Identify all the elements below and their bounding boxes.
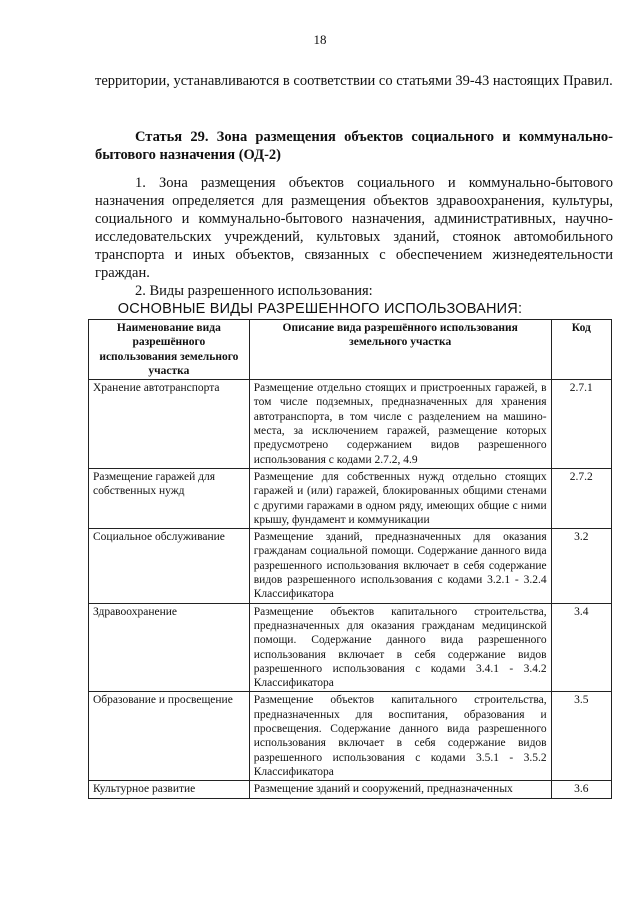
table-row [89,380,612,469]
row-code: 3.6 [551,781,611,798]
table-row [89,603,612,692]
row-code: 3.4 [551,603,611,692]
table-title: ОСНОВНЫЕ ВИДЫ РАЗРЕШЕННОГО ИСПОЛЬЗОВАНИЯ: [117,301,523,317]
row-name: Образование и просвещение [89,692,250,781]
header-description: Описание вида разрешённого использования земельного участка [249,320,551,380]
row-name: Хранение автотранспорта [89,380,250,469]
paragraph-2: 2. Виды разрешенного использования: [135,283,373,299]
header-code: Код [551,320,611,380]
table-row [89,529,612,603]
table-row [89,692,612,781]
table-row [89,468,612,528]
row-description: Размещение объектов капитального строительства, предназначенных для воспитания, образования и просвещения. Содержание данного вида разрешенного использования включает в себя содержание видов разрешенного использования с кодами 3.5.1 - 3.5.2 Классификатора [249,692,551,781]
row-description: Размещение зданий и сооружений, предназначенных [249,781,551,798]
row-code: 2.7.1 [551,380,611,469]
table-row [89,781,612,798]
header-name: Наименование вида разрешённого использования земельного участка [89,320,250,380]
paragraph-1: 1. Зона размещения объектов социального и коммунально-бытового назначения определяется для размещения объектов здравоохранения, культуры, социального и коммунально-бытового назначения, административных, научно-исследовательских учреждений, культовых зданий, стоянок автомобильного транспорта и иных объектов, связанных с обеспечением жизнедеятельности граждан. [95,175,613,281]
article-heading: Статья 29. Зона размещения объектов социального и коммунально-бытового назначения (ОД-2) [95,129,613,163]
table-header-row [89,320,612,380]
row-name: Социальное обслуживание [89,529,250,603]
row-code: 3.5 [551,692,611,781]
row-description: Размещение объектов капитального строительства, предназначенных для оказания гражданам медицинской помощи. Содержание данного вида разрешенного использования включает в себя содержание видов разрешенного использования с кодами 3.4.1 - 3.4.2 Классификатора [249,603,551,692]
row-description: Размещение зданий, предназначенных для оказания гражданам социальной помощи. Содержание данного вида разрешенного использования включает в себя содержание видов разрешенного использования с кодами 3.2.1 - 3.2.4 Классификатора [249,529,551,603]
row-name: Здравоохранение [89,603,250,692]
row-name: Культурное развитие [89,781,250,798]
row-code: 2.7.2 [551,468,611,528]
page-number: 18 [313,32,327,47]
row-code: 3.2 [551,529,611,603]
land-use-table [88,319,612,799]
intro-text: территории, устанавливаются в соответствии со статьями 39-43 настоящих Правил. [95,73,613,89]
row-name: Размещение гаражей для собственных нужд [89,468,250,528]
row-description: Размещение для собственных нужд отдельно стоящих гаражей и (или) гаражей, блокированных общими стенами с другими гаражами в одном ряду, имеющих общие с ними крышу, фундамент и коммуникации [249,468,551,528]
row-description: Размещение отдельно стоящих и пристроенных гаражей, в том числе подземных, предназначенных для хранения автотранспорта, в том числе с разделением на машино-места, за исключением гаражей, размещение которых предусмотрено содержанием видов разрешенного использования с кодами 2.7.2, 4.9 [249,380,551,469]
